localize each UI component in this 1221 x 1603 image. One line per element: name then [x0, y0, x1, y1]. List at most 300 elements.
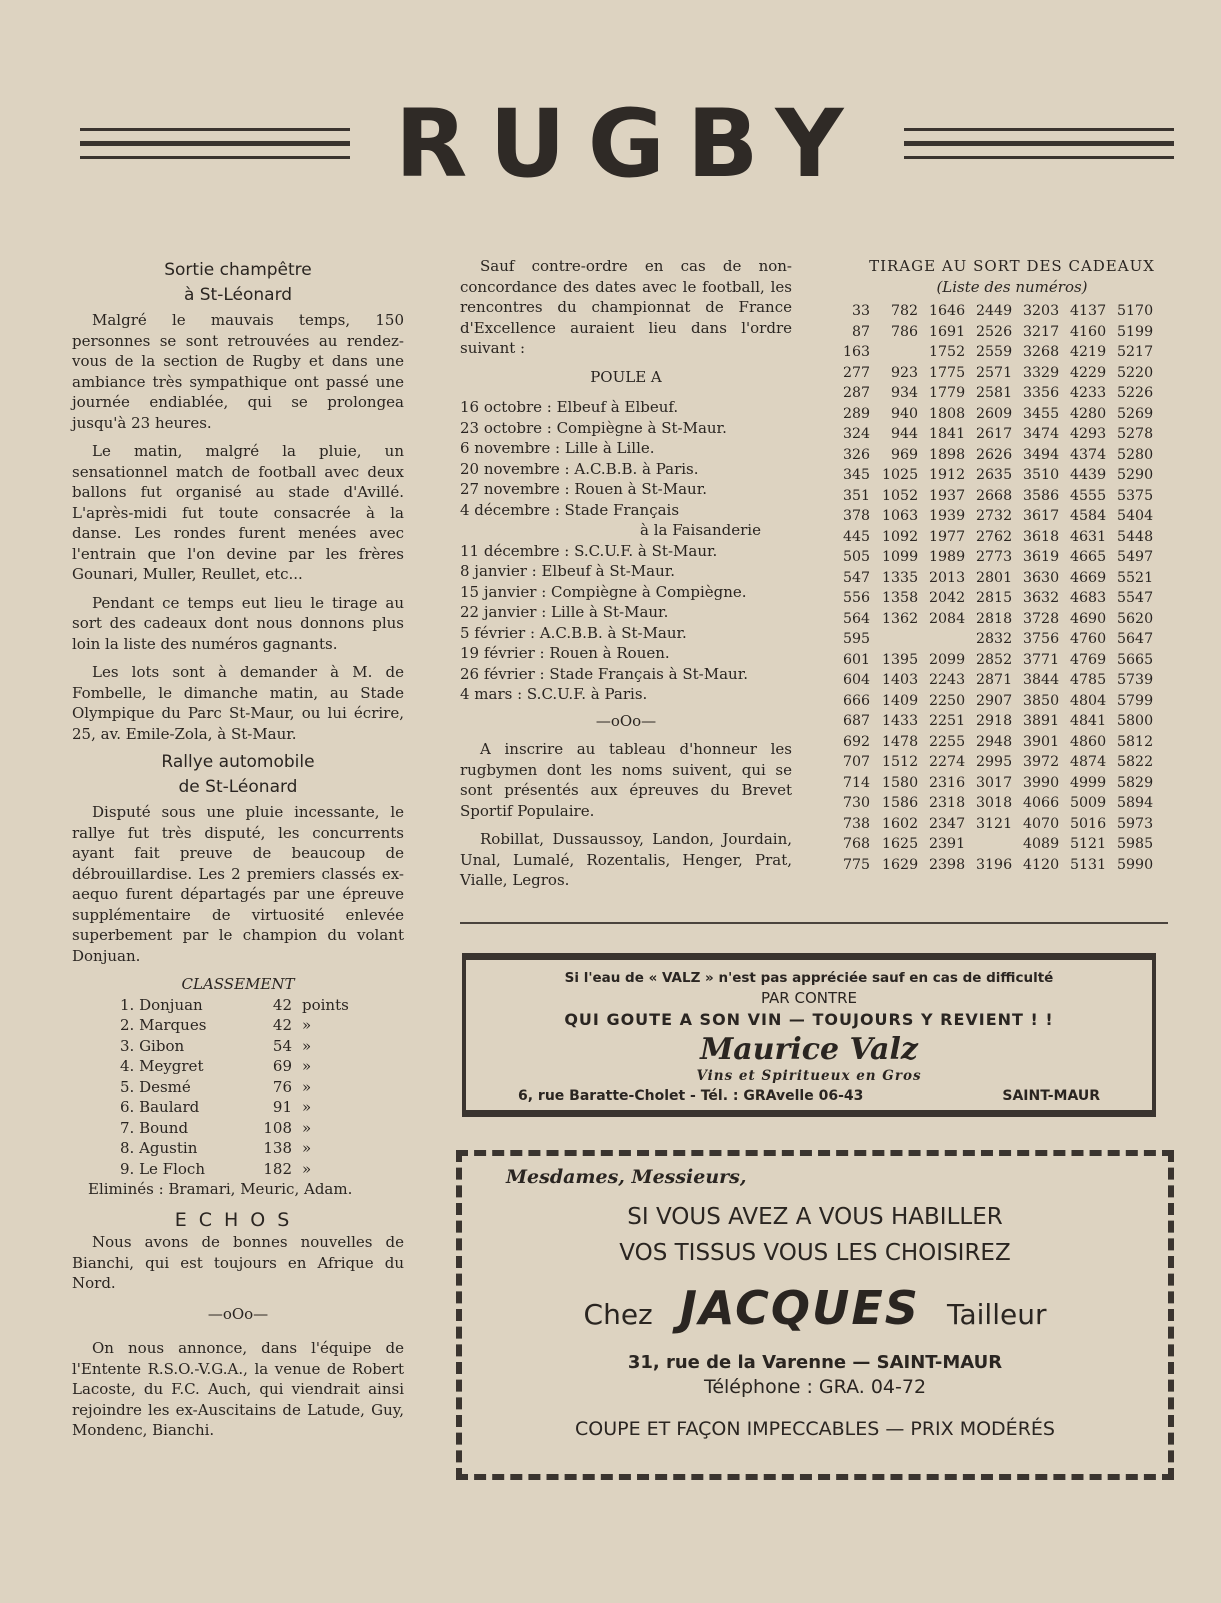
- number-cell: 4070: [1022, 815, 1060, 832]
- number-cell: 5985: [1116, 836, 1154, 852]
- paragraph: Nous avons de bonnes nouvelles de Bianchi, qui est toujours en Afrique du Nord.: [72, 1233, 404, 1292]
- number-cell: 707: [843, 754, 871, 770]
- number-cell: 4160: [1069, 323, 1107, 340]
- number-cell: 4999: [1069, 774, 1107, 791]
- number-cell: 3972: [1022, 754, 1060, 770]
- classement-row: [120, 1077, 382, 1098]
- number-cell: 1409: [881, 692, 919, 709]
- number-cell: 5226: [1116, 385, 1154, 401]
- number-cell: 5220: [1116, 364, 1154, 381]
- number-cell: 1977: [928, 528, 966, 545]
- number-cell: 5290: [1116, 467, 1154, 483]
- classement-unit: »: [302, 1036, 312, 1055]
- numbers-row: [843, 855, 1153, 876]
- heading-sortie: Sortie champêtre: [164, 260, 312, 280]
- number-cell: 2626: [975, 446, 1013, 463]
- number-cell: 775: [843, 856, 871, 873]
- number-cell: 4233: [1069, 385, 1107, 401]
- number-cell: 601: [843, 651, 871, 668]
- schedule-item: 20 novembre : A.C.B.B. à Paris.: [460, 459, 699, 478]
- number-cell: 2347: [928, 815, 966, 832]
- number-cell: 2995: [975, 754, 1013, 770]
- ad-jacques-tailleur: Tailleur: [947, 1298, 1047, 1331]
- classement-title: CLASSEMENT: [181, 975, 295, 993]
- classement-unit: »: [302, 1118, 312, 1137]
- number-cell: 1025: [881, 467, 919, 483]
- ad-valz-line2: PAR CONTRE: [760, 989, 858, 1007]
- number-cell: 2617: [975, 426, 1013, 442]
- number-cell: 5620: [1116, 610, 1154, 627]
- numbers-row: [843, 547, 1153, 568]
- number-cell: 738: [843, 815, 871, 832]
- classement-row: [120, 1118, 382, 1139]
- schedule-item: à la Faisanderie: [640, 521, 761, 539]
- number-cell: 4860: [1069, 733, 1107, 750]
- numbers-row: [843, 383, 1153, 404]
- number-cell: 1625: [881, 836, 919, 852]
- numbers-row: [843, 609, 1153, 630]
- numbers-row: [843, 527, 1153, 548]
- number-cell: 730: [843, 795, 871, 811]
- heading-echos: ECHOS: [174, 1208, 302, 1231]
- poule-heading: POULE A: [590, 367, 662, 386]
- number-cell: 2609: [975, 405, 1013, 422]
- classement-table: [120, 995, 382, 1180]
- classement-unit: points: [302, 995, 349, 1014]
- numbers-row: [843, 506, 1153, 527]
- number-cell: 2243: [928, 672, 966, 688]
- number-cell: 1808: [928, 405, 966, 422]
- paragraph: Disputé sous une pluie incessante, le rallye fut très disputé, les concurrents ayant fait preuve de beaucoup de débrouillardise. Les 2 premiers classés ex-aequo furent départagés par une épreuve supplémentaire de virtuosité enlevée superbement par le champion du volant Donjuan.: [72, 803, 404, 965]
- number-cell: 3494: [1022, 446, 1060, 463]
- number-cell: 3850: [1022, 692, 1060, 709]
- number-cell: 5894: [1116, 795, 1154, 811]
- classement-name: 5. Desmé: [120, 1077, 191, 1096]
- paragraph: Robillat, Dussaussoy, Landon, Jourdain, Unal, Lumalé, Rozentalis, Henger, Prat, Vialle, Legros.: [460, 830, 792, 889]
- number-cell: [918, 629, 965, 650]
- number-cell: 1752: [928, 344, 966, 360]
- ad-jacques-name-line: [462, 1281, 1168, 1335]
- number-cell: 4841: [1069, 713, 1107, 729]
- numbers-row: [843, 424, 1153, 445]
- classement-pts: 138: [263, 1139, 292, 1157]
- paragraph: Les lots sont à demander à M. de Fombelle, le dimanche matin, au Stade Olympique du Parc St-Maur, ou lui écrire, 25, av. Emile-Zola, à St-Maur.: [72, 663, 404, 743]
- numbers-row: [843, 322, 1153, 343]
- number-cell: 5973: [1116, 815, 1154, 832]
- schedule-item: 4 décembre : Stade Français: [460, 500, 680, 519]
- number-cell: 692: [843, 733, 871, 750]
- classement-pts: 76: [272, 1077, 292, 1096]
- number-cell: 782: [891, 303, 919, 319]
- elimines: Eliminés : Bramari, Meuric, Adam.: [88, 1180, 353, 1198]
- number-cell: 2852: [975, 651, 1013, 668]
- numbers-row: [843, 301, 1153, 322]
- number-cell: 2398: [928, 856, 966, 873]
- number-cell: 4280: [1069, 405, 1107, 422]
- number-cell: 4066: [1022, 795, 1060, 811]
- number-cell: 2948: [975, 733, 1013, 750]
- number-cell: 4229: [1069, 364, 1107, 381]
- number-cell: 3510: [1022, 467, 1060, 483]
- number-cell: 1841: [928, 426, 966, 442]
- ad-jacques-line2: VOS TISSUS VOUS LES CHOISIREZ: [619, 1240, 1011, 1266]
- number-cell: 445: [843, 528, 871, 545]
- number-cell: 5375: [1116, 487, 1154, 504]
- number-cell: 2668: [975, 487, 1013, 504]
- number-cell: 1586: [881, 795, 919, 811]
- number-cell: 4760: [1069, 631, 1107, 647]
- numbers-table: [843, 301, 1153, 875]
- numbers-row: [843, 404, 1153, 425]
- number-cell: [870, 342, 918, 363]
- page-title: RUGBY: [395, 90, 866, 199]
- number-cell: 287: [843, 385, 871, 401]
- tirage-subtitle: (Liste des numéros): [936, 277, 1088, 296]
- number-cell: 2526: [975, 323, 1013, 340]
- classement-row: [120, 1097, 382, 1118]
- number-cell: 3756: [1022, 631, 1060, 647]
- number-cell: 5665: [1116, 651, 1154, 668]
- number-cell: 3632: [1022, 590, 1060, 606]
- number-cell: 3586: [1022, 487, 1060, 504]
- schedule-item: 26 février : Stade Français à St-Maur.: [460, 664, 748, 683]
- ad-valz-address: 6, rue Baratte-Cholet - Tél. : GRAvelle 06-43: [518, 1088, 864, 1104]
- number-cell: 5278: [1116, 426, 1154, 442]
- number-cell: 3618: [1022, 528, 1060, 545]
- number-cell: 1691: [928, 323, 966, 340]
- number-cell: 1912: [928, 467, 966, 483]
- number-cell: 547: [843, 569, 871, 586]
- numbers-row: [843, 486, 1153, 507]
- number-cell: 1099: [881, 549, 919, 565]
- numbers-row: [843, 834, 1153, 855]
- number-cell: 4137: [1069, 303, 1107, 319]
- number-cell: 1939: [928, 508, 966, 524]
- number-cell: 3017: [975, 774, 1013, 791]
- classement-row: [120, 1056, 382, 1077]
- schedule-item: 15 janvier : Compiègne à Compiègne.: [460, 582, 747, 601]
- number-cell: 1335: [881, 569, 919, 586]
- number-cell: 2635: [975, 467, 1013, 483]
- number-cell: 4089: [1022, 836, 1060, 852]
- ad-valz-name: Maurice Valz: [700, 1032, 918, 1067]
- schedule-item: 22 janvier : Lille à St-Maur.: [460, 603, 669, 621]
- classement-row: [120, 995, 382, 1016]
- number-cell: 5269: [1116, 405, 1154, 422]
- number-cell: 934: [891, 385, 919, 401]
- classement-row: [120, 1159, 382, 1180]
- masthead-rule-left: [80, 128, 350, 169]
- number-cell: 324: [843, 426, 871, 442]
- classement-unit: »: [302, 1016, 312, 1034]
- schedule-item: 8 janvier : Elbeuf à St-Maur.: [460, 562, 676, 580]
- number-cell: 1629: [881, 856, 919, 873]
- number-cell: 2013: [928, 569, 966, 586]
- number-cell: 3329: [1022, 364, 1060, 381]
- number-cell: 768: [843, 836, 871, 852]
- number-cell: 5217: [1116, 344, 1154, 360]
- numbers-row: [843, 773, 1153, 794]
- number-cell: 4769: [1069, 651, 1107, 668]
- number-cell: 1775: [928, 364, 966, 381]
- number-cell: 2571: [975, 364, 1013, 381]
- number-cell: 4374: [1069, 446, 1107, 463]
- number-cell: 5521: [1116, 569, 1154, 586]
- number-cell: 1779: [928, 385, 966, 401]
- classement-name: 3. Gibon: [120, 1036, 185, 1055]
- number-cell: 163: [843, 344, 871, 360]
- number-cell: 1478: [881, 733, 919, 750]
- number-cell: 4683: [1069, 590, 1107, 606]
- classement-name: 9. Le Floch: [120, 1159, 205, 1178]
- number-cell: 3196: [975, 856, 1013, 873]
- number-cell: 1989: [928, 549, 966, 565]
- paragraph: Malgré le mauvais temps, 150 personnes se sont retrouvées au rendez-vous de la section de Rugby et dans une ambiance très sympathique ont passé une journée endiablée, qui se prolongea jusqu'à 23 heures.: [72, 311, 404, 432]
- number-cell: 3619: [1022, 549, 1060, 565]
- number-cell: 4439: [1069, 467, 1107, 483]
- number-cell: 1512: [881, 754, 919, 770]
- number-cell: 3728: [1022, 610, 1060, 627]
- heading-sortie-2: à St-Léonard: [183, 285, 293, 305]
- ad-jacques-address: 31, rue de la Varenne — SAINT-MAUR: [627, 1352, 1003, 1373]
- number-cell: 2251: [928, 713, 966, 729]
- number-cell: 5497: [1116, 549, 1154, 565]
- ad-jacques-name: JACQUES: [679, 1281, 920, 1335]
- classement-name: 4. Meygret: [120, 1057, 204, 1075]
- number-cell: 277: [843, 364, 871, 381]
- paragraph: A inscrire au tableau d'honneur les rugbymen dont les noms suivent, qui se sont présentés aux épreuves du Brevet Sportif Populaire.: [460, 740, 792, 820]
- numbers-row: [843, 732, 1153, 753]
- number-cell: 5170: [1116, 303, 1154, 319]
- number-cell: 5547: [1116, 590, 1154, 606]
- number-cell: 5131: [1069, 856, 1107, 873]
- ad-valz-city: SAINT-MAUR: [1002, 1088, 1100, 1104]
- schedule-item: 6 novembre : Lille à Lille.: [460, 439, 655, 457]
- number-cell: 666: [843, 692, 871, 709]
- number-cell: 2318: [928, 795, 966, 811]
- numbers-row: [843, 629, 1153, 650]
- number-cell: 3356: [1022, 385, 1060, 401]
- number-cell: 2818: [975, 610, 1013, 627]
- classement-pts: 69: [272, 1057, 292, 1075]
- number-cell: 4874: [1069, 754, 1107, 770]
- schedule-item: 23 octobre : Compiègne à St-Maur.: [460, 418, 727, 437]
- number-cell: 5799: [1116, 692, 1154, 709]
- numbers-row: [843, 752, 1153, 773]
- number-cell: 289: [843, 405, 871, 422]
- numbers-row: [843, 363, 1153, 384]
- number-cell: 1898: [928, 446, 966, 463]
- number-cell: 3018: [975, 795, 1013, 811]
- number-cell: 714: [843, 774, 871, 791]
- number-cell: 2907: [975, 692, 1013, 709]
- number-cell: 687: [843, 713, 871, 729]
- classement-pts: 108: [263, 1118, 292, 1137]
- number-cell: 4785: [1069, 672, 1107, 688]
- number-cell: 2274: [928, 754, 966, 770]
- number-cell: 2773: [975, 549, 1013, 565]
- ad-valz-line4: Vins et Spiritueux en Gros: [696, 1068, 922, 1084]
- number-cell: 3217: [1022, 323, 1060, 340]
- paragraph: Pendant ce temps eut lieu le tirage au sort des cadeaux dont nous donnons plus loin la liste des numéros gagnants.: [72, 593, 404, 653]
- number-cell: 1063: [881, 508, 919, 524]
- number-cell: 923: [891, 364, 919, 381]
- schedule-item: 27 novembre : Rouen à St-Maur.: [460, 480, 707, 498]
- tirage-title: TIRAGE AU SORT DES CADEAUX: [869, 257, 1155, 275]
- number-cell: 4219: [1069, 344, 1107, 360]
- ad-valz: [462, 953, 1156, 1117]
- number-cell: 2815: [975, 590, 1013, 606]
- number-cell: 2449: [975, 303, 1013, 319]
- number-cell: 1362: [881, 610, 919, 627]
- schedule-list: [460, 397, 792, 705]
- number-cell: 5739: [1116, 672, 1154, 688]
- number-cell: 2391: [928, 836, 966, 852]
- number-cell: 351: [843, 487, 871, 504]
- number-cell: 3844: [1022, 672, 1060, 688]
- number-cell: 3268: [1022, 344, 1060, 360]
- number-cell: 1937: [928, 487, 966, 504]
- number-cell: 2871: [975, 672, 1013, 688]
- number-cell: 505: [843, 549, 871, 565]
- numbers-row: [843, 793, 1153, 814]
- number-cell: 5280: [1116, 446, 1154, 463]
- ad-jacques-phone: Téléphone : GRA. 04-72: [703, 1376, 927, 1398]
- classement-pts: 42: [272, 995, 292, 1014]
- classement-name: 2. Marques: [120, 1016, 207, 1034]
- number-cell: 33: [852, 303, 871, 319]
- number-cell: 1433: [881, 713, 919, 729]
- number-cell: 1646: [928, 303, 966, 319]
- number-cell: [870, 629, 918, 650]
- classement-unit: »: [302, 1139, 312, 1157]
- number-cell: 2732: [975, 508, 1013, 524]
- number-cell: 969: [891, 446, 919, 463]
- classement-unit: »: [302, 1159, 312, 1178]
- number-cell: 940: [891, 405, 919, 422]
- number-cell: 5121: [1069, 836, 1107, 852]
- numbers-row: [843, 711, 1153, 732]
- ad-jacques-chez: Chez: [583, 1298, 653, 1331]
- number-cell: 1395: [881, 651, 919, 668]
- column-right: [843, 256, 1181, 875]
- number-cell: 1602: [881, 815, 919, 832]
- number-cell: 3990: [1022, 774, 1060, 791]
- number-cell: 5448: [1116, 528, 1154, 545]
- number-cell: 5829: [1116, 774, 1154, 791]
- number-cell: 3203: [1022, 303, 1060, 319]
- schedule-item: 16 octobre : Elbeuf à Elbeuf.: [460, 398, 679, 416]
- classement-unit: »: [302, 1077, 312, 1096]
- number-cell: 3617: [1022, 508, 1060, 524]
- number-cell: 2099: [928, 651, 966, 668]
- number-cell: 1052: [881, 487, 919, 504]
- number-cell: 2250: [928, 692, 966, 709]
- number-cell: 595: [843, 631, 871, 647]
- number-cell: 3901: [1022, 733, 1060, 750]
- number-cell: 4555: [1069, 487, 1107, 504]
- number-cell: 4690: [1069, 610, 1107, 627]
- classement-pts: 91: [272, 1098, 292, 1116]
- number-cell: 5404: [1116, 508, 1154, 524]
- number-cell: 5199: [1116, 323, 1154, 340]
- number-cell: 2042: [928, 590, 966, 606]
- ad-jacques-line1: SI VOUS AVEZ A VOUS HABILLER: [627, 1204, 1003, 1230]
- number-cell: 1580: [881, 774, 919, 791]
- number-cell: 2832: [975, 631, 1013, 647]
- number-cell: 2316: [928, 774, 966, 791]
- number-cell: 1403: [881, 672, 919, 688]
- number-cell: 5800: [1116, 713, 1154, 729]
- numbers-row: [843, 465, 1153, 486]
- classement-pts: 182: [263, 1159, 292, 1178]
- column-left: [72, 260, 404, 1449]
- number-cell: 786: [891, 323, 919, 340]
- masthead-rule-right: [904, 128, 1174, 169]
- ad-valz-line1: Si l'eau de « VALZ » n'est pas appréciée sauf en cas de difficulté: [564, 970, 1054, 986]
- number-cell: 3121: [975, 815, 1013, 832]
- number-cell: 2581: [975, 385, 1013, 401]
- number-cell: 3455: [1022, 405, 1060, 422]
- number-cell: 3474: [1022, 426, 1060, 442]
- number-cell: 87: [852, 323, 871, 340]
- number-cell: 564: [843, 610, 871, 627]
- classement-pts: 42: [272, 1016, 292, 1034]
- number-cell: 4665: [1069, 549, 1107, 565]
- number-cell: 1092: [881, 528, 919, 545]
- number-cell: 3771: [1022, 651, 1060, 668]
- separator: —oOo—: [595, 711, 657, 730]
- number-cell: 5822: [1116, 754, 1154, 770]
- schedule-item: 4 mars : S.C.U.F. à Paris.: [460, 685, 648, 703]
- number-cell: 1358: [881, 590, 919, 606]
- number-cell: 4631: [1069, 528, 1107, 545]
- classement-name: 7. Bound: [120, 1118, 189, 1137]
- numbers-row: [843, 342, 1153, 363]
- separator: —oOo—: [207, 1304, 269, 1323]
- number-cell: 5016: [1069, 815, 1107, 832]
- heading-rallye-2: de St-Léonard: [178, 777, 298, 797]
- classement-unit: »: [302, 1098, 312, 1116]
- classement-pts: 54: [272, 1036, 292, 1055]
- number-cell: 944: [891, 426, 919, 442]
- divider: [460, 922, 1168, 924]
- numbers-row: [843, 814, 1153, 835]
- number-cell: 4669: [1069, 569, 1107, 586]
- classement-row: [120, 1138, 382, 1159]
- ad-jacques-tagline: COUPE ET FAÇON IMPECCABLES — PRIX MODÉRÉS: [575, 1418, 1055, 1440]
- number-cell: 2918: [975, 713, 1013, 729]
- number-cell: 3630: [1022, 569, 1060, 586]
- numbers-row: [843, 650, 1153, 671]
- numbers-row: [843, 445, 1153, 466]
- number-cell: 4293: [1069, 426, 1107, 442]
- number-cell: 5009: [1069, 795, 1107, 811]
- number-cell: 5812: [1116, 733, 1154, 750]
- number-cell: 2255: [928, 733, 966, 750]
- number-cell: 5647: [1116, 631, 1154, 647]
- number-cell: [965, 834, 1012, 855]
- number-cell: 345: [843, 467, 871, 483]
- number-cell: 2762: [975, 528, 1013, 545]
- classement-unit: »: [302, 1057, 312, 1075]
- schedule-item: 11 décembre : S.C.U.F. à St-Maur.: [460, 541, 718, 560]
- number-cell: 2801: [975, 569, 1013, 586]
- number-cell: 378: [843, 508, 871, 524]
- classement-name: 1. Donjuan: [120, 995, 203, 1014]
- heading-rallye: Rallye automobile: [161, 752, 315, 772]
- numbers-row: [843, 588, 1153, 609]
